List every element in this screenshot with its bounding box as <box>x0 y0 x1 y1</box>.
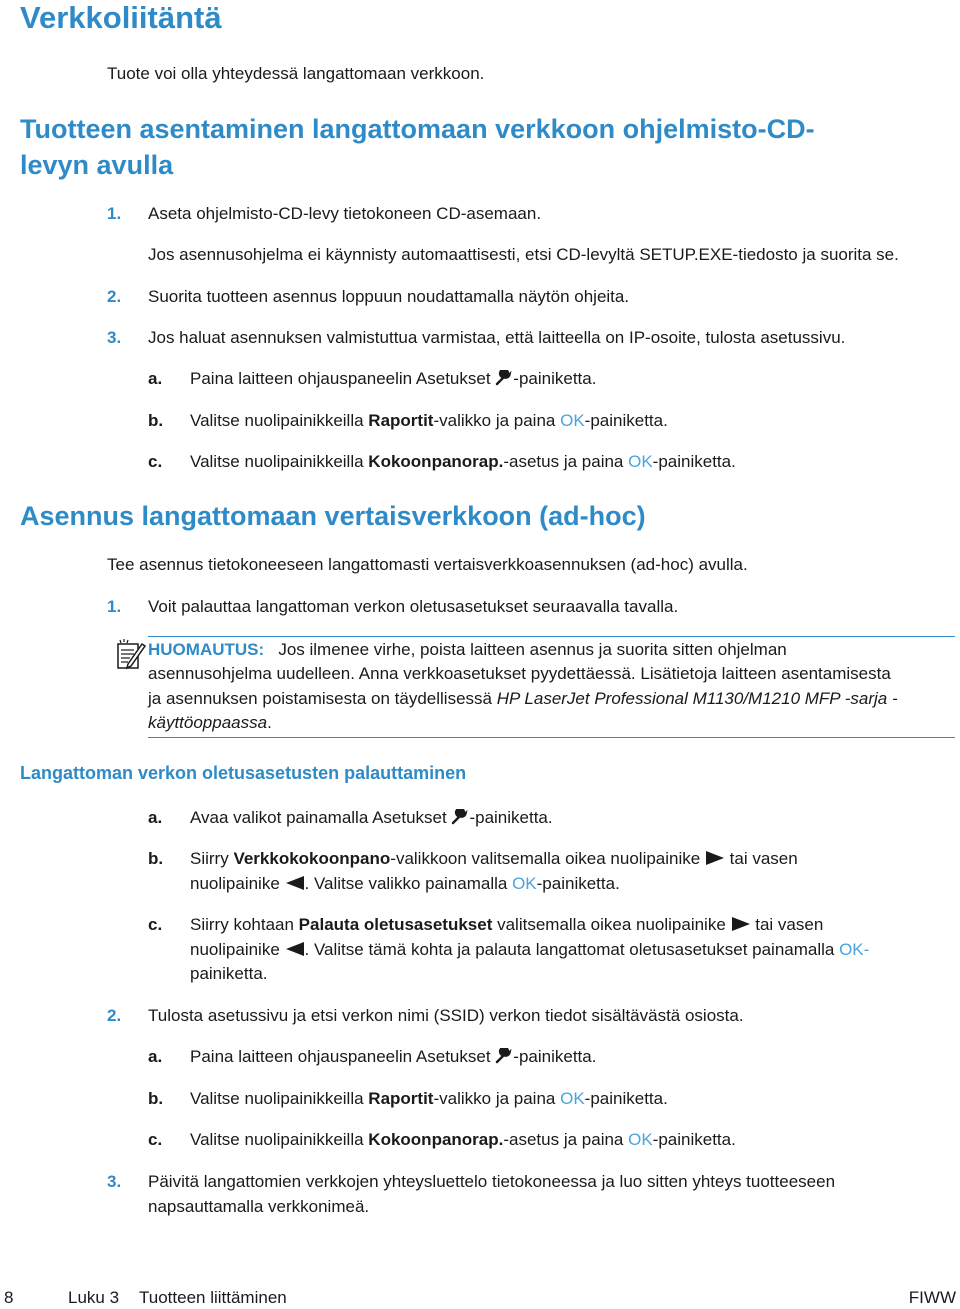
section-heading-line1: Tuotteen asentaminen langattomaan verkkoon ohjelmisto-CD- <box>20 114 815 144</box>
manual-title: käyttöoppaassa <box>148 713 268 732</box>
step-text: Tulosta asetussivu ja etsi verkon nimi (SSID) verkon tiedot sisältävästä osiosta. <box>148 1006 744 1025</box>
substep-text-pre: Siirry <box>190 849 234 868</box>
manual-title: HP LaserJet Professional M1130/M1210 MFP -sarja - <box>496 689 898 708</box>
substep-text <box>190 449 736 474</box>
substep-text-post: -painiketta. <box>652 1130 736 1149</box>
substep-text-post: -painiketta. <box>652 452 736 471</box>
substep-text-post: -painiketta. <box>513 1047 597 1066</box>
ok-button-label: OK <box>560 1089 585 1108</box>
note-bottom-rule <box>148 737 955 738</box>
right-arrow-button-icon <box>731 916 751 932</box>
setting-name: Palauta oletusasetukset <box>298 915 493 934</box>
substep-text-post: -painiketta. <box>584 1089 668 1108</box>
substep-text <box>190 1127 736 1152</box>
substep-letter: b. <box>148 411 164 430</box>
menu-name: Kokoonpanorap. <box>368 1130 504 1149</box>
step-text-line1: Päivitä langattomien verkkojen yhteysluettelo tietokoneessa ja luo sitten yhteys tuotteeseen <box>148 1172 836 1191</box>
wrench-icon <box>451 809 469 825</box>
ok-button-label: OK <box>560 411 585 430</box>
substep-text-mid: . Valitse valikko painamalla <box>304 874 513 893</box>
menu-name: Raportit <box>368 1089 434 1108</box>
menu-name: Kokoonpanorap. <box>368 452 504 471</box>
step-text: Jos haluat asennuksen valmistuttua varmistaa, että laitteella on IP-osoite, tulosta asetussivu. <box>148 328 846 347</box>
ok-button-label: OK <box>512 874 537 893</box>
substep-text <box>190 408 668 433</box>
substep-text-pre: Siirry kohtaan <box>190 915 299 934</box>
substep-text-mid: -valikkoon valitsemalla oikea nuolipainike <box>390 849 705 868</box>
step-text: Aseta ohjelmisto-CD-levy tietokoneen CD-asemaan. <box>148 204 542 223</box>
substep-letter: b. <box>148 849 164 868</box>
substep-text-pre: nuolipainike <box>190 874 285 893</box>
substep-text-end: tai vasen <box>724 849 798 868</box>
substep-text-pre: nuolipainike <box>190 940 285 959</box>
wrench-icon <box>495 370 513 386</box>
step-text: Suorita tuotteen asennus loppuun noudattamalla näytön ohjeita. <box>148 287 630 306</box>
substep-text-pre: Valitse nuolipainikkeilla <box>190 411 369 430</box>
substep-text <box>190 1086 668 1111</box>
section-heading-cd-install <box>20 111 815 183</box>
footer-chapter: Luku 3 <box>68 1288 120 1307</box>
substep-text <box>190 805 553 830</box>
intro-text: Tuote voi olla yhteydessä langattomaan verkkoon. <box>107 64 485 83</box>
substep-text-mid: -valikko ja paina <box>433 411 561 430</box>
substep-letter: c. <box>148 915 163 934</box>
note-line-2: asennusohjelma uudelleen. Anna verkkoasetukset pyydettäessä. Lisätietoja laitteen asentamisesta <box>148 664 891 683</box>
wrench-icon <box>495 1048 513 1064</box>
substep-text-end: tai vasen <box>750 915 824 934</box>
substep-text-pre: Valitse nuolipainikkeilla <box>190 452 369 471</box>
step-number: 1. <box>107 204 122 223</box>
step-number: 3. <box>107 328 122 347</box>
substep-text-pre: Valitse nuolipainikkeilla <box>190 1130 369 1149</box>
substep-text-line2 <box>190 871 620 896</box>
ok-button-label: OK <box>628 452 653 471</box>
substep-letter: a. <box>148 369 163 388</box>
note-pencil-icon <box>116 638 146 670</box>
substep-text-post: -painiketta. <box>536 874 620 893</box>
substep-text-mid: . Valitse tämä kohta ja palauta langattomat oletusasetukset painamalla <box>304 940 840 959</box>
substep-letter: a. <box>148 1047 163 1066</box>
substep-text-mid: -asetus ja paina <box>503 452 629 471</box>
substep-text-pre: Avaa valikot painamalla Asetukset <box>190 808 452 827</box>
note-line-1 <box>148 637 787 662</box>
note-text: ja asennuksen poistamisesta on täydellisessä <box>148 689 497 708</box>
step-text-line2: napsauttamalla verkkonimeä. <box>148 1197 370 1216</box>
substep-text-post: -painiketta. <box>469 808 553 827</box>
menu-name: Verkkokokoonpano <box>233 849 391 868</box>
substep-text-mid: -valikko ja paina <box>433 1089 561 1108</box>
substep-text-mid: -asetus ja paina <box>503 1130 629 1149</box>
substep-text-line3: painiketta. <box>190 964 268 983</box>
step-number: 1. <box>107 597 122 616</box>
step-text: Voit palauttaa langattoman verkon oletusasetukset seuraavalla tavalla. <box>148 597 679 616</box>
note-line-3 <box>148 686 898 711</box>
ok-button-label: OK <box>628 1130 653 1149</box>
note-text: . <box>267 713 272 732</box>
footer-chapter-title: Tuotteen liittäminen <box>139 1288 287 1307</box>
page-number: 8 <box>4 1288 14 1307</box>
substep-text-pre: Valitse nuolipainikkeilla <box>190 1089 369 1108</box>
note-line-4 <box>148 710 272 735</box>
substep-letter: a. <box>148 808 163 827</box>
substep-text <box>190 1044 596 1069</box>
page-title: Verkkoliitäntä <box>20 0 222 35</box>
step-number: 3. <box>107 1172 122 1191</box>
right-arrow-button-icon <box>705 850 725 866</box>
note-text: Jos ilmenee virhe, poista laitteen asennus ja suorita sitten ohjelman <box>278 640 787 659</box>
substep-text-line1 <box>190 912 823 937</box>
step-subtext: Jos asennusohjelma ei käynnisty automaattisesti, etsi CD-levyltä SETUP.EXE-tiedosto ja suorita se. <box>148 245 899 264</box>
substep-text-pre: Paina laitteen ohjauspaneelin Asetukset <box>190 1047 496 1066</box>
substep-text-post: -painiketta. <box>584 411 668 430</box>
section-heading-adhoc: Asennus langattomaan vertaisverkkoon (ad-hoc) <box>20 501 646 531</box>
step-number: 2. <box>107 287 122 306</box>
substep-text-line2 <box>190 937 869 962</box>
section-intro: Tee asennus tietokoneeseen langattomasti vertaisverkkoasennuksen (ad-hoc) avulla. <box>107 555 748 574</box>
menu-name: Raportit <box>368 411 434 430</box>
subsection-heading-reset: Langattoman verkon oletusasetusten palauttaminen <box>20 763 467 783</box>
substep-text-pre: Paina laitteen ohjauspaneelin Asetukset <box>190 369 496 388</box>
left-arrow-button-icon <box>285 941 305 957</box>
substep-text <box>190 366 596 391</box>
step-number: 2. <box>107 1006 122 1025</box>
note-label: HUOMAUTUS: <box>148 640 265 659</box>
substep-text-post: -painiketta. <box>513 369 597 388</box>
footer-locale: FIWW <box>908 1288 956 1307</box>
substep-text-mid: valitsemalla oikea nuolipainike <box>492 915 731 934</box>
substep-letter: b. <box>148 1089 164 1108</box>
substep-letter: c. <box>148 1130 163 1149</box>
left-arrow-button-icon <box>285 875 305 891</box>
substep-text-line1 <box>190 846 798 871</box>
ok-button-label: OK- <box>839 940 870 959</box>
section-heading-line2: levyn avulla <box>20 150 174 180</box>
substep-letter: c. <box>148 452 163 471</box>
